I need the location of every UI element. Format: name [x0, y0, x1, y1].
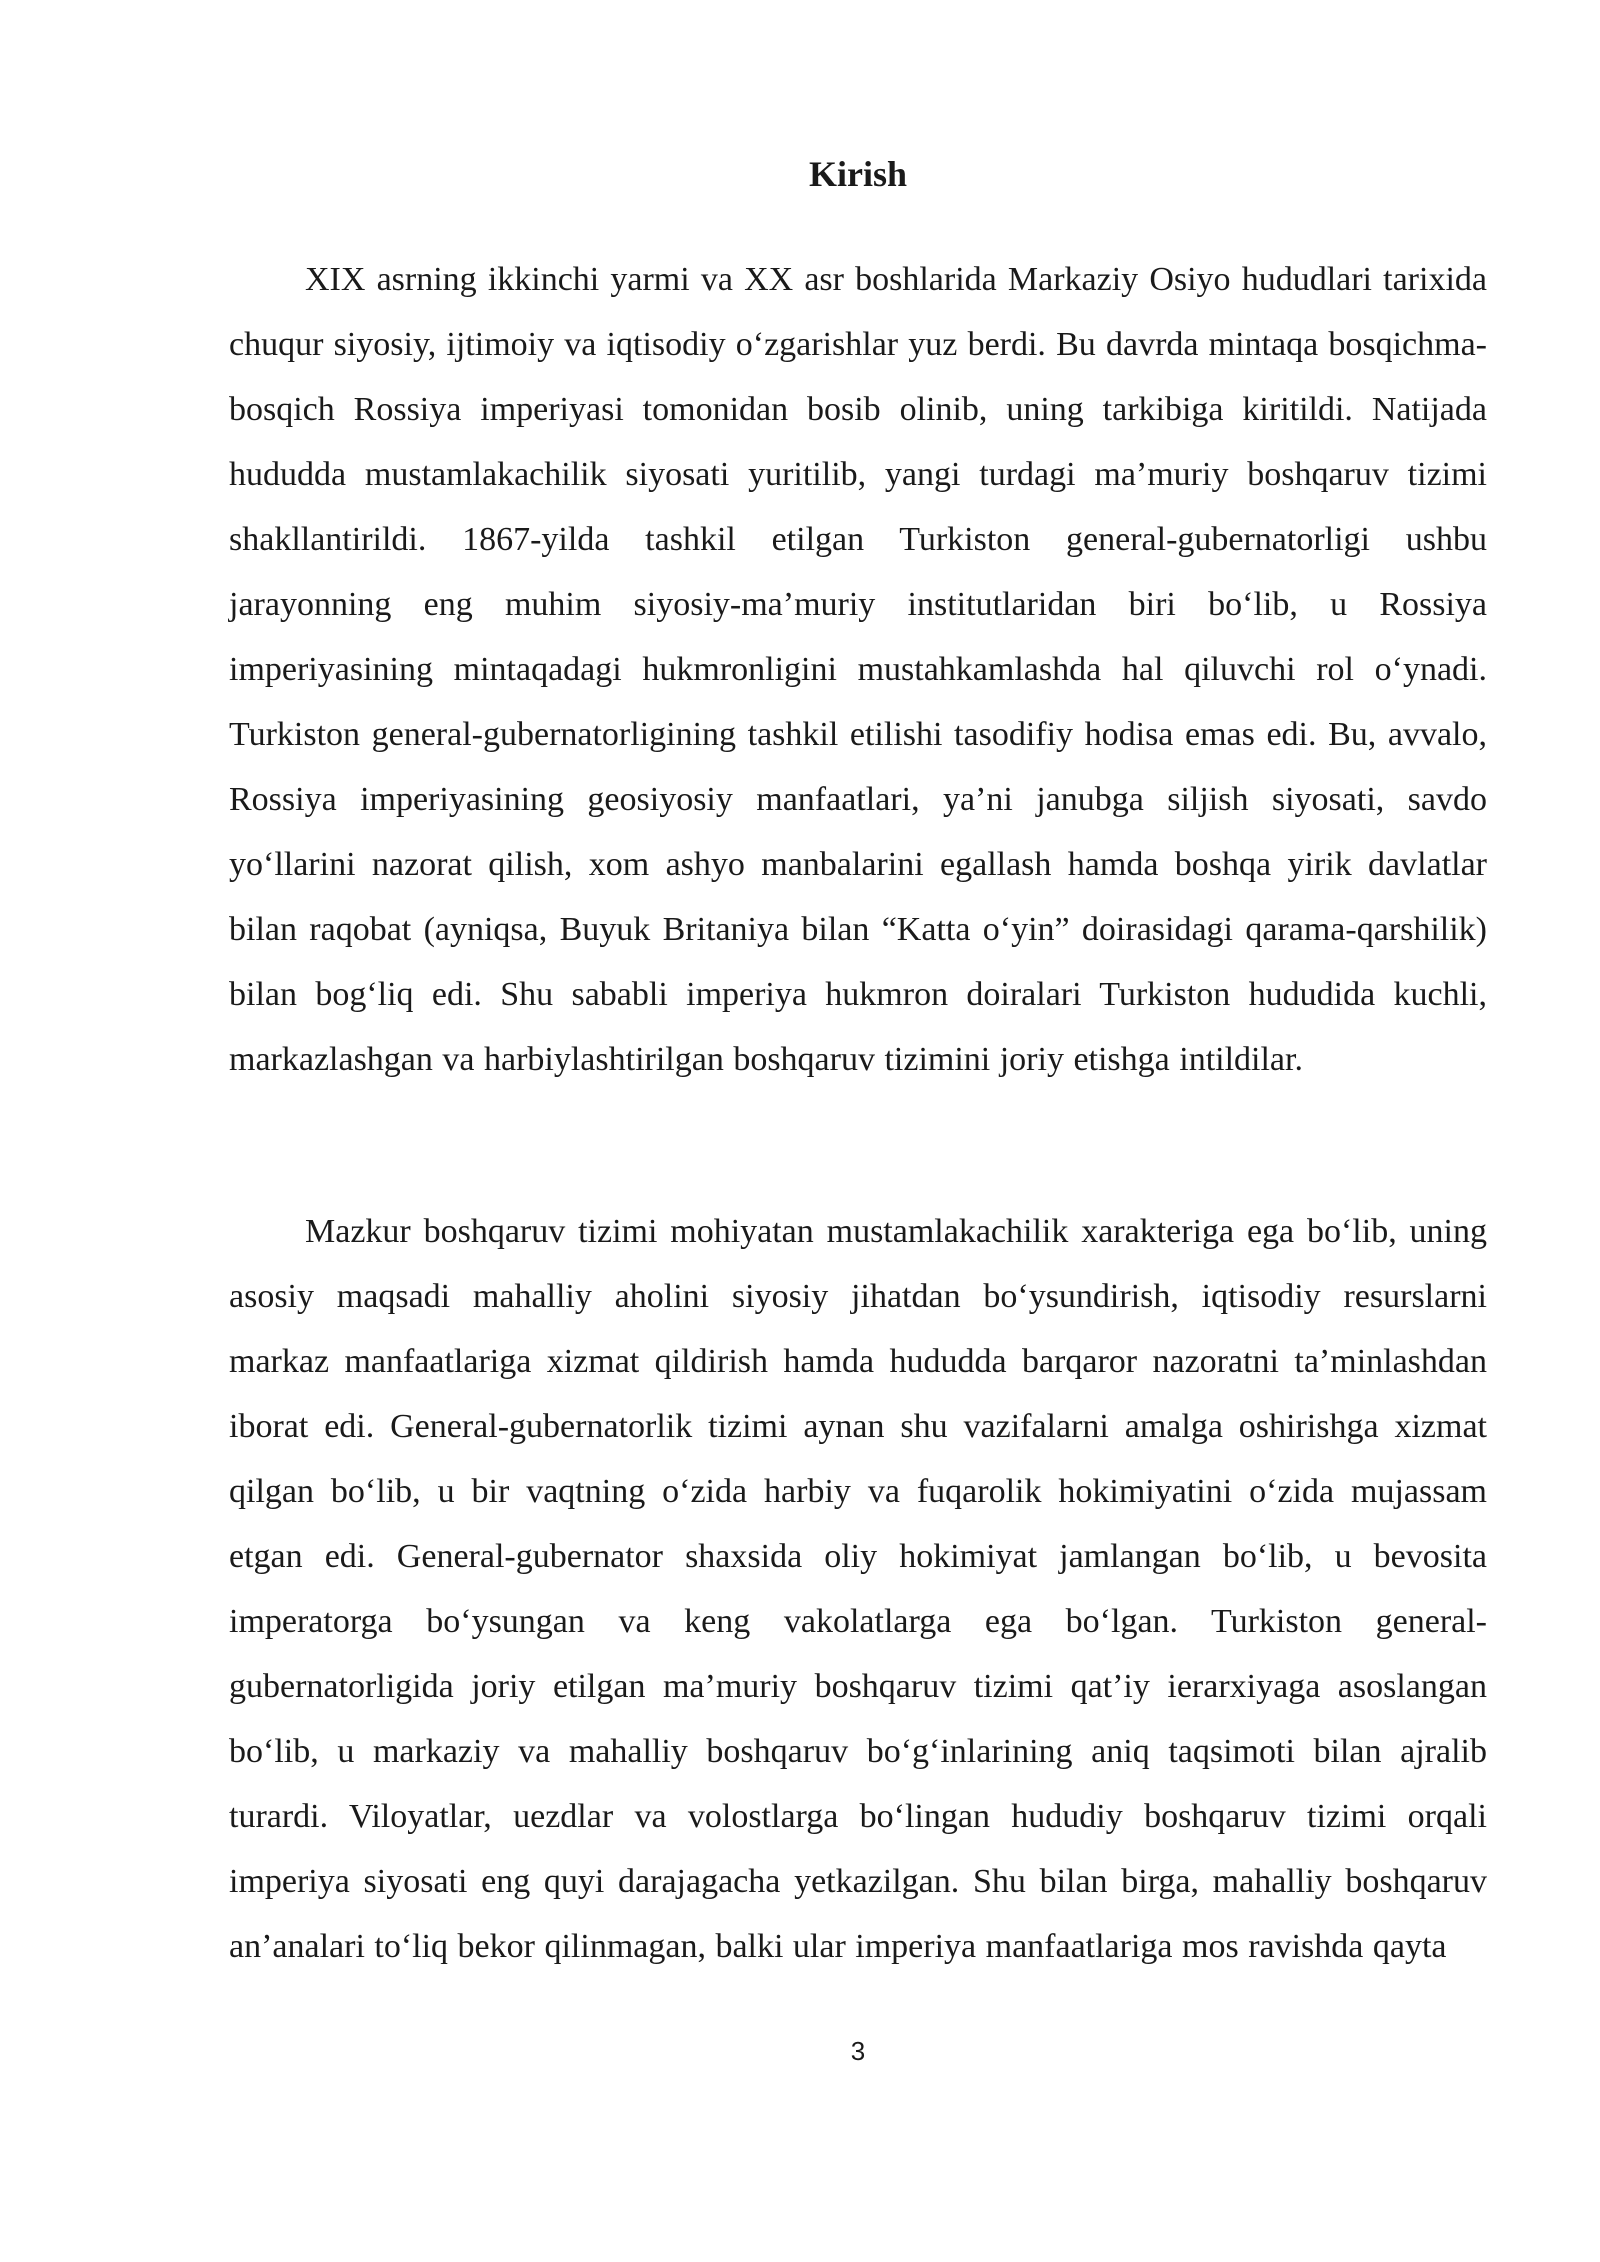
page-number: 3 [850, 2036, 866, 2066]
paragraph-2: Mazkur boshqaruv tizimi mohiyatan mustamlakachilik xarakteriga ega bo‘lib, uning asosiy maqsadi mahalliy aholini siyosiy jihatdan bo‘ysundirish, iqtisodiy resurslarni markaz manfaatlariga xizmat qildirish hamda hududda barqaror nazoratni ta’minlashdan iborat edi. General-gubernatorlik tizimi aynan shu vazifalarni amalga oshirishga xizmat qilgan bo‘lib, u bir vaqtning o‘zida harbiy va fuqarolik hokimiyatini o‘zida mujassam etgan edi. General-gubernator shaxsida oliy hokimiyat jamlangan bo‘lib, u bevosita imperatorga bo‘ysungan va keng vakolatlarga ega bo‘lgan. Turkiston general-gubernatorligida joriy etilgan ma’muriy boshqaruv tizimi qat’iy ierarxiyaga asoslangan bo‘lib, u markaziy va mahalliy boshqaruv bo‘g‘inlarining aniq taqsimoti bilan ajralib turardi. Viloyatlar, uezdlar va volostlarga bo‘lingan hududiy boshqaruv tizimi orqali imperiya siyosati eng quyi darajagacha yetkazilgan. Shu bilan birga, mahalliy boshqaruv an’analari to‘liq bekor qilinmagan, balki ular imperiya manfaatlariga mos ravishda qayta [229, 1213, 1487, 1965]
page-title: Kirish [808, 154, 907, 194]
paragraph-1: XIX asrning ikkinchi yarmi va XX asr boshlarida Markaziy Osiyo hududlari tarixida chuqur siyosiy, ijtimoiy va iqtisodiy o‘zgarishlar yuz berdi. Bu davrda mintaqa bosqichma-bosqich Rossiya imperiyasi tomonidan bosib olinib, uning tarkibiga kiritildi. Natijada hududda mustamlakachilik siyosati yuritilib, yangi turdagi ma’muriy boshqaruv tizimi shakllantirildi. 1867-yilda tashkil etilgan Turkiston general-gubernatorligi ushbu jarayonning eng muhim siyosiy-ma’muriy institutlaridan biri bo‘lib, u Rossiya imperiyasining mintaqadagi hukmronligini mustahkamlashda hal qiluvchi rol o‘ynadi. Turkiston general-gubernatorligining tashkil etilishi tasodifiy hodisa emas edi. Bu, avvalo, Rossiya imperiyasining geosiyosiy manfaatlari, ya’ni janubga siljish siyosati, savdo yo‘llarini nazorat qilish, xom ashyo manbalarini egallash hamda boshqa yirik davlatlar bilan raqobat (ayniqsa, Buyuk Britaniya bilan “Katta o‘yin” doirasidagi qarama-qarshilik) bilan bog‘liq edi. Shu sababli imperiya hukmron doiralari Turkiston hududida kuchli, markazlashgan va harbiylashtirilgan boshqaruv tizimini joriy etishga intildilar. [229, 261, 1487, 1078]
